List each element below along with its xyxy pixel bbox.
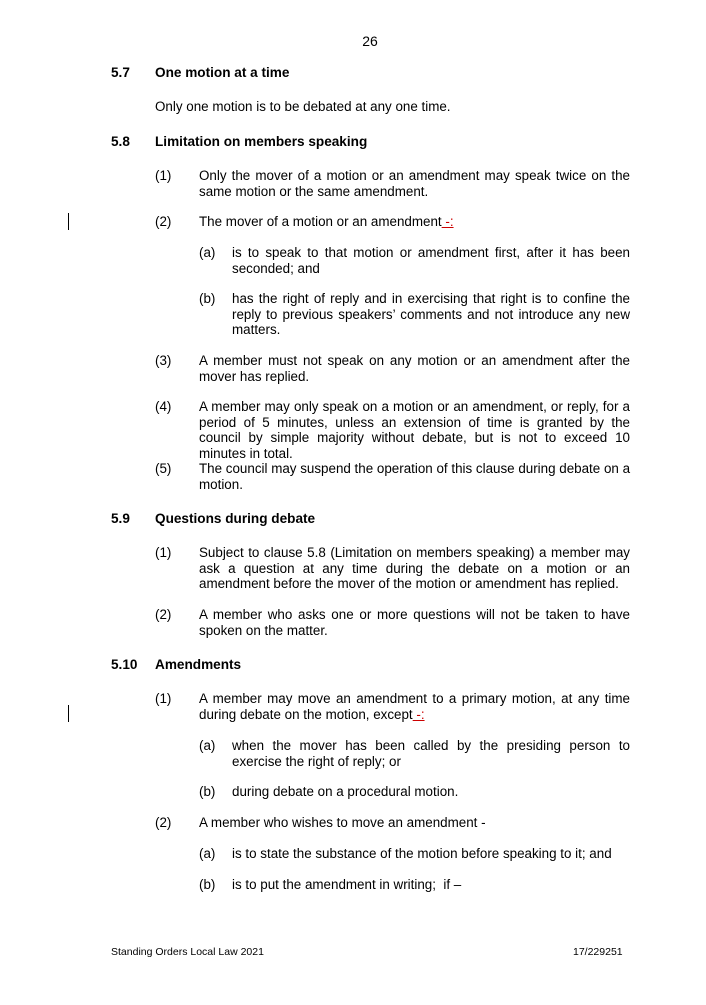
item-text: A member must not speak on any motion or an amendment after the mover has replied. bbox=[199, 353, 630, 384]
section-title: Questions during debate bbox=[155, 511, 316, 526]
tracked-change-mark: -: bbox=[412, 706, 425, 722]
sub-item-label: (a) bbox=[199, 846, 216, 861]
sub-item-label: (b) bbox=[199, 291, 216, 306]
item-label: (2) bbox=[155, 815, 172, 830]
section-number: 5.9 bbox=[111, 511, 130, 526]
item-label: (1) bbox=[155, 168, 172, 183]
sub-item-label: (a) bbox=[199, 738, 216, 753]
section-heading-5-7 bbox=[111, 65, 289, 80]
section-title: Amendments bbox=[155, 657, 242, 672]
footer-document-title: Standing Orders Local Law 2021 bbox=[111, 946, 264, 958]
sub-item-text: is to put the amendment in writing; if – bbox=[232, 877, 462, 892]
section-body-5-7: Only one motion is to be debated at any one time. bbox=[155, 99, 451, 114]
item-text: A member may only speak on a motion or an amendment, or reply, for a period of 5 minutes, unless an extension of time is granted by the council by simple majority without debate, but is not to exceed 10 minutes in total. bbox=[199, 399, 630, 461]
sub-item-text: is to speak to that motion or amendment first, after it has been seconded; and bbox=[232, 245, 630, 276]
item-text: A member who wishes to move an amendment - bbox=[199, 815, 486, 830]
item-text: Subject to clause 5.8 (Limitation on members speaking) a member may ask a question at any time during the debate on a motion or an amendment before the mover of the motion or amendment has replied. bbox=[199, 545, 630, 592]
change-bar bbox=[68, 705, 69, 722]
section-title: One motion at a time bbox=[155, 65, 290, 80]
item-label: (4) bbox=[155, 399, 172, 414]
sub-item-text: during debate on a procedural motion. bbox=[232, 784, 459, 799]
item-text: Only the mover of a motion or an amendment may speak twice on the same motion or the same amendment. bbox=[199, 168, 630, 199]
item-text: The mover of a motion or an amendment bbox=[199, 214, 442, 229]
change-bar bbox=[68, 213, 69, 230]
item-text-with-mark bbox=[199, 214, 630, 230]
item-text: A member may move an amendment to a primary motion, at any time during debate on the motion, except bbox=[199, 691, 630, 722]
section-number: 5.8 bbox=[111, 134, 130, 149]
section-title: Limitation on members speaking bbox=[155, 134, 368, 149]
sub-item-text: has the right of reply and in exercising that right is to confine the reply to previous speakers’ comments and not introduce any new matters. bbox=[232, 291, 630, 338]
item-label: (5) bbox=[155, 461, 172, 476]
item-text-with-mark bbox=[199, 691, 630, 722]
item-label: (1) bbox=[155, 691, 172, 706]
item-label: (2) bbox=[155, 607, 172, 622]
section-heading-5-10 bbox=[111, 657, 241, 672]
section-number: 5.10 bbox=[111, 657, 138, 672]
sub-item-label: (b) bbox=[199, 877, 216, 892]
item-label: (2) bbox=[155, 214, 172, 229]
sub-item-text: is to state the substance of the motion before speaking to it; and bbox=[232, 846, 612, 861]
item-label: (1) bbox=[155, 545, 172, 560]
sub-item-label: (b) bbox=[199, 784, 216, 799]
section-number: 5.7 bbox=[111, 65, 130, 80]
tracked-change-mark: -: bbox=[441, 214, 454, 229]
item-text: The council may suspend the operation of this clause during debate on a motion. bbox=[199, 461, 631, 492]
item-text: A member who asks one or more questions will not be taken to have spoken on the matter. bbox=[199, 607, 630, 638]
section-heading-5-8 bbox=[111, 134, 367, 149]
item-label: (3) bbox=[155, 353, 172, 368]
page-number: 26 bbox=[362, 33, 378, 49]
sub-item-label: (a) bbox=[199, 245, 216, 260]
footer-reference-number: 17/229251 bbox=[573, 946, 623, 958]
section-heading-5-9 bbox=[111, 511, 315, 526]
sub-item-text: when the mover has been called by the presiding person to exercise the right of reply; or bbox=[232, 738, 630, 769]
